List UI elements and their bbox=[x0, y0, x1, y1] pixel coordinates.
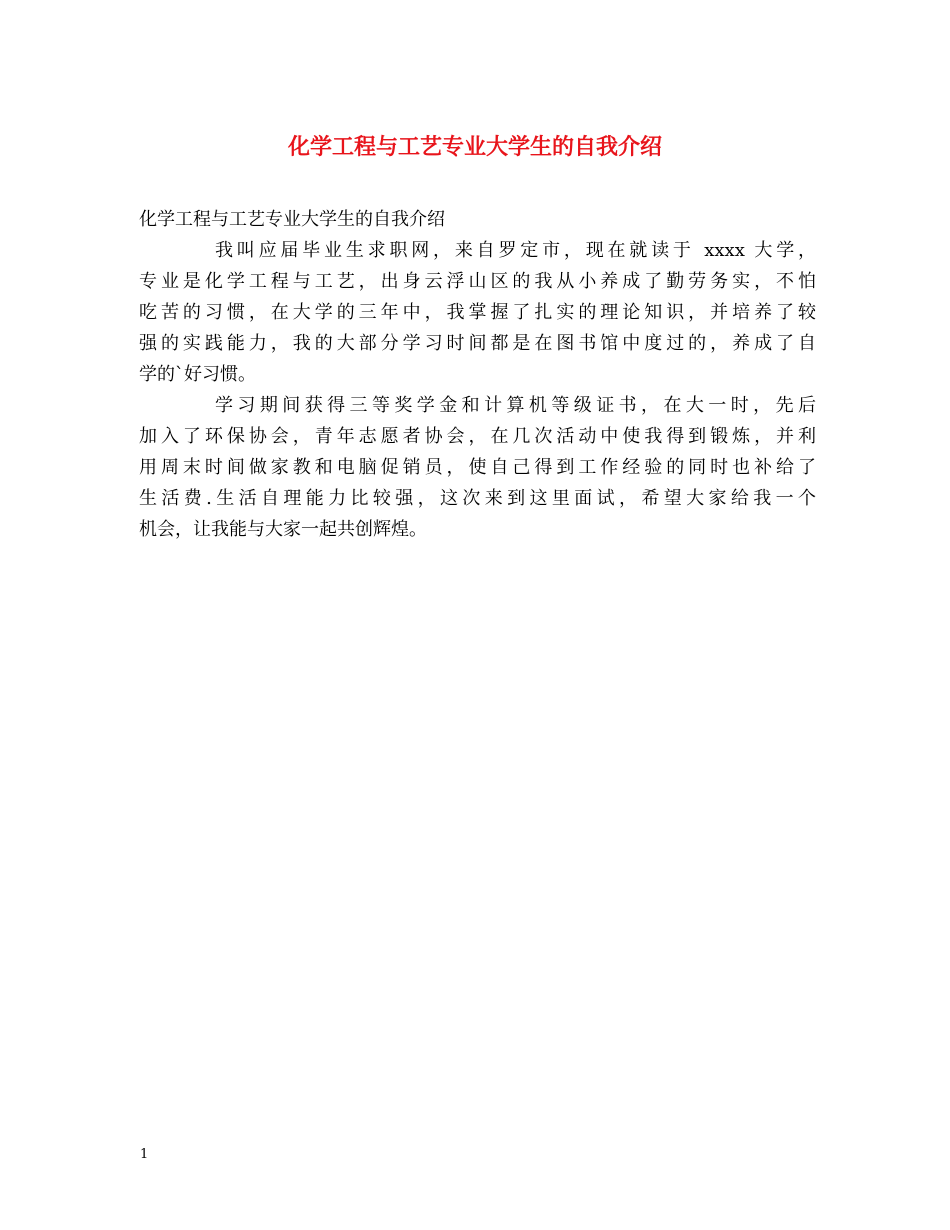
paragraph-line: 用周末时间做家教和电脑促销员，使自己得到工作经验的同时也补给了 bbox=[139, 457, 816, 478]
paragraph-line: 生活费.生活自理能力比较强，这次来到这里面试，希望大家给我一个 bbox=[139, 488, 816, 509]
paragraph-line: 我叫应届毕业生求职网，来自罗定市，现在就读于 xxxx 大学， bbox=[215, 240, 816, 261]
paragraph-line: 强的实践能力，我的大部分学习时间都是在图书馆中度过的，养成了自 bbox=[139, 333, 816, 354]
document-body bbox=[139, 204, 816, 545]
paragraph-line: 机会，让我能与大家一起共创辉煌。 bbox=[139, 519, 427, 540]
paragraph-1 bbox=[139, 235, 816, 390]
paragraph-line: 学习期间获得三等奖学金和计算机等级证书，在大一时，先后 bbox=[215, 395, 816, 416]
paragraph-line: 学的`好习惯。 bbox=[139, 364, 256, 385]
paragraph-line: 吃苦的习惯，在大学的三年中，我掌握了扎实的理论知识，并培养了较 bbox=[139, 302, 816, 323]
page-number: 1 bbox=[140, 1147, 149, 1162]
document-subtitle: 化学工程与工艺专业大学生的自我介绍 bbox=[139, 209, 445, 230]
paragraph-line: 专业是化学工程与工艺，出身云浮山区的我从小养成了勤劳务实，不怕 bbox=[139, 271, 816, 292]
paragraph-line: 加入了环保协会，青年志愿者协会，在几次活动中使我得到锻炼，并利 bbox=[139, 426, 816, 447]
document-title: 化学工程与工艺专业大学生的自我介绍 bbox=[287, 134, 662, 160]
paragraph-2 bbox=[139, 390, 816, 545]
